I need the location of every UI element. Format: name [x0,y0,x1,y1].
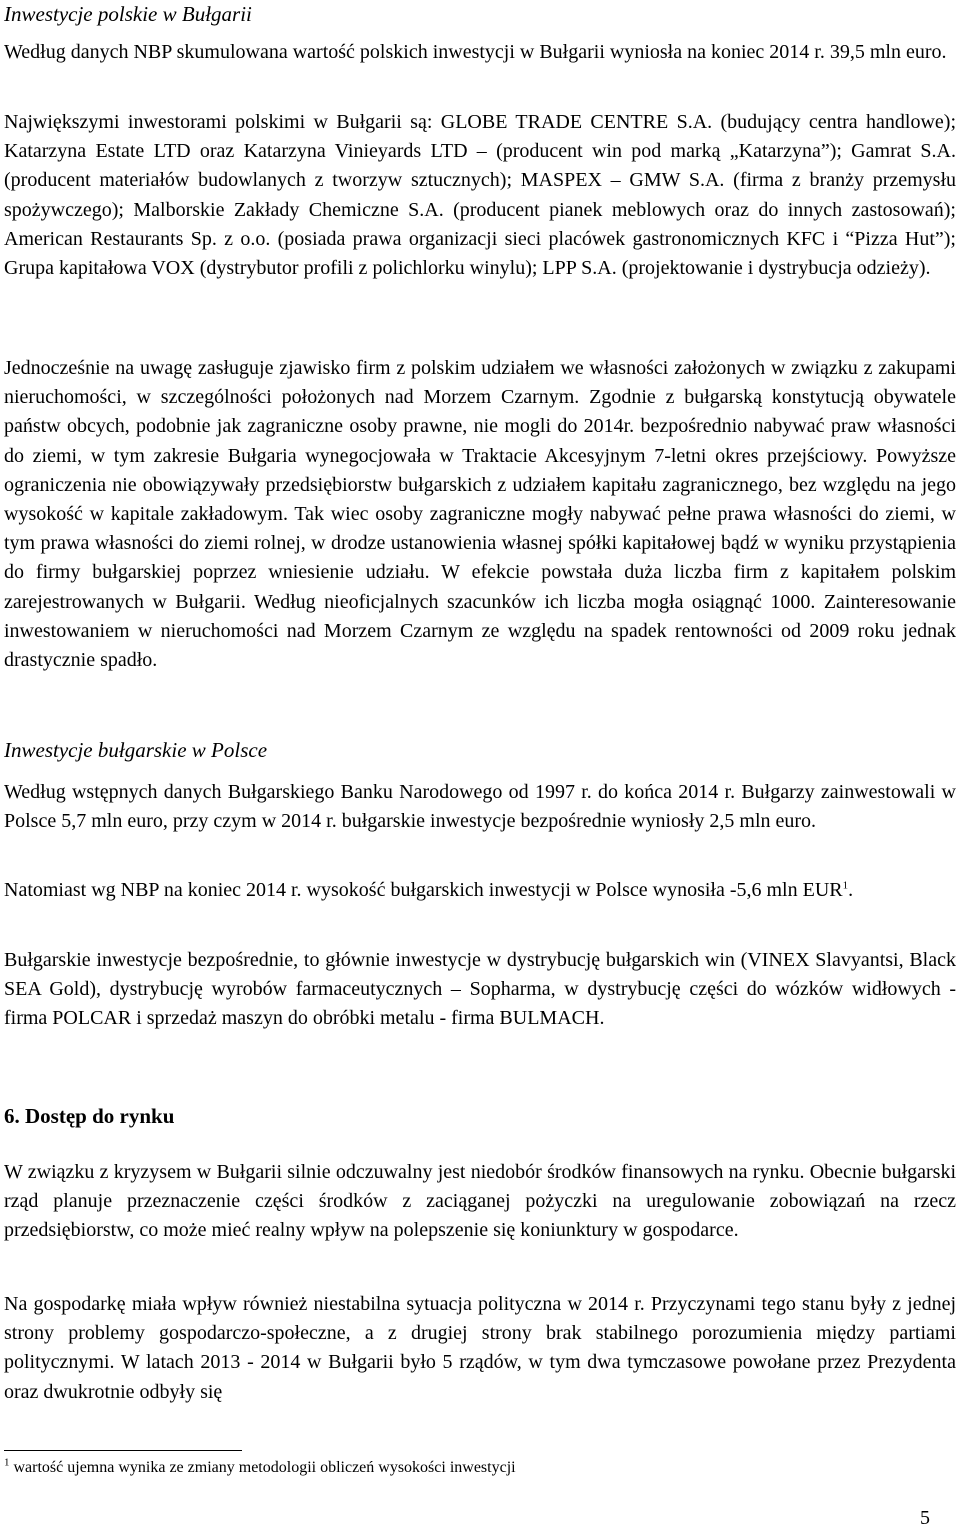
section-heading-polish-investments: Inwestycje polskie w Bułgarii [4,2,252,26]
paragraph: Według wstępnych danych Bułgarskiego Banku Narodowego od 1997 r. do końca 2014 r. Bułgarzy zainwestowali w Polsce 5,7 mln euro, przy czym w 2014 r. bułgarskie inwestycje bezpośrednie wyniosły 2,5 mln euro. [4,781,956,833]
footnote [4,1458,516,1478]
paragraph: Jednocześnie na uwagę zasługuje zjawisko firm z polskim udziałem we własności założonych w związku z zakupami nieruchomości, w szczególności położonych nad Morzem Czarnym. Zgodnie z bułgarską konstytucją obywatele państw obcych, podobnie jak zagraniczne osoby prawne, nie mogli do 2014r. bezpośrednio nabywać praw własności do ziemi, w tym zakresie Bułgaria wynegocjowała w Traktacie Akcesyjnym 7-letni okres przejściowy. Powyższe ograniczenia nie obowiązywały przedsiębiorstw bułgarskich z udziałem kapitału zagranicznego, bez względu na jego wysokość w kapitale zakładowym. Tak wiec osoby zagraniczne mogły nabywać pełne prawa własności do ziemi, w tym prawa własności do ziemi rolnej, w drodze ustanowienia własnej spółki kapitałowej bądź w wyniku przystąpienia do firmy bułgarskiej poprzez wniesienie udziału. W efekcie powstała duża liczba firm z kapitałem polskim zarejestrowanych w Bułgarii. Według nieoficjalnych szacunków ich liczba mogła osiągnąć 1000. Zainteresowanie inwestowaniem w nieruchomości nad Morzem Czarnym ze względu na spadek rentowności od 2009 roku jednak drastycznie spadło. [4,357,956,672]
paragraph: W związku z kryzysem w Bułgarii silnie odczuwalny jest niedobór środków finansowych na rynku. Obecnie bułgarski rząd planuje przeznaczenie części środków z zaciąganej pożyczki na uregulowanie zobowiązań na rzecz przedsiębiorstw, co może mieć realny wpływ na polepszenie się koniunktury w gospodarce. [4,1161,956,1242]
paragraph: Bułgarskie inwestycje bezpośrednie, to głównie inwestycje w dystrybucję bułgarskich win (VINEX Slavyantsi, Black SEA Gold), dystrybucję wyrobów farmaceutycznych – Sopharma, w dystrybucję części do wózków widłowych - firma POLCAR i sprzedaż maszyn do obróbki metalu - firma BULMACH. [4,949,956,1030]
paragraph: Na gospodarkę miała wpływ również niestabilna sytuacja polityczna w 2014 r. Przyczynami tego stanu były z jednej strony problemy gospodarczo-społeczne, a z drugiej strony brak stabilnego porozumienia między partiami politycznymi. W latach 2013 - 2014 w Bułgarii było 5 rządów, w tym dwa tymczasowe powołane przez Prezydenta oraz dwukrotnie odbyły się [4,1293,956,1403]
footnote-text: wartość ujemna wynika ze zmiany metodologii obliczeń wysokości inwestycji [9,1459,516,1476]
paragraph-text: Natomiast wg NBP na koniec 2014 r. wysokość bułgarskich inwestycji w Polsce wynosiła -5,6 mln EUR [4,879,843,901]
section-heading-bulgarian-investments: Inwestycje bułgarskie w Polsce [4,738,268,762]
paragraph [4,876,956,905]
paragraph-end: . [848,879,854,901]
footnote-reference[interactable]: 1 [842,879,849,892]
paragraph: Największymi inwestorami polskimi w Bułgarii są: GLOBE TRADE CENTRE S.A. (budujący centra handlowe); Katarzyna Estate LTD oraz Katarzyna Vinieyards LTD – (producent win pod marką „Katarzyna”); Gamrat S.A. (producent materiałów budowlanych z tworzyw sztucznych); MASPEX – GMW S.A. (firma z branży przemysłu spożywczego); Malborskie Zakłady Chemiczne S.A. (producent pianek meblowych oraz do innych zastosowań); American Restaurants Sp. z o.o. (posiada prawa organizacji sieci placówek gastronomicznych KFC i “Pizza Hut”); Grupa kapitałowa VOX (dystrybutor profili z polichlorku winylu); LPP S.A. (projektowanie i dystrybucja odzieży). [4,111,956,280]
section-heading-market-access: 6. Dostęp do rynku [4,1104,175,1128]
paragraph: Według danych NBP skumulowana wartość polskich inwestycji w Bułgarii wyniosła na koniec 2014 r. 39,5 mln euro. [4,41,947,63]
footnote-mark: 1 [4,1456,10,1469]
footnote-divider [4,1450,242,1451]
page-number: 5 [920,1507,930,1529]
